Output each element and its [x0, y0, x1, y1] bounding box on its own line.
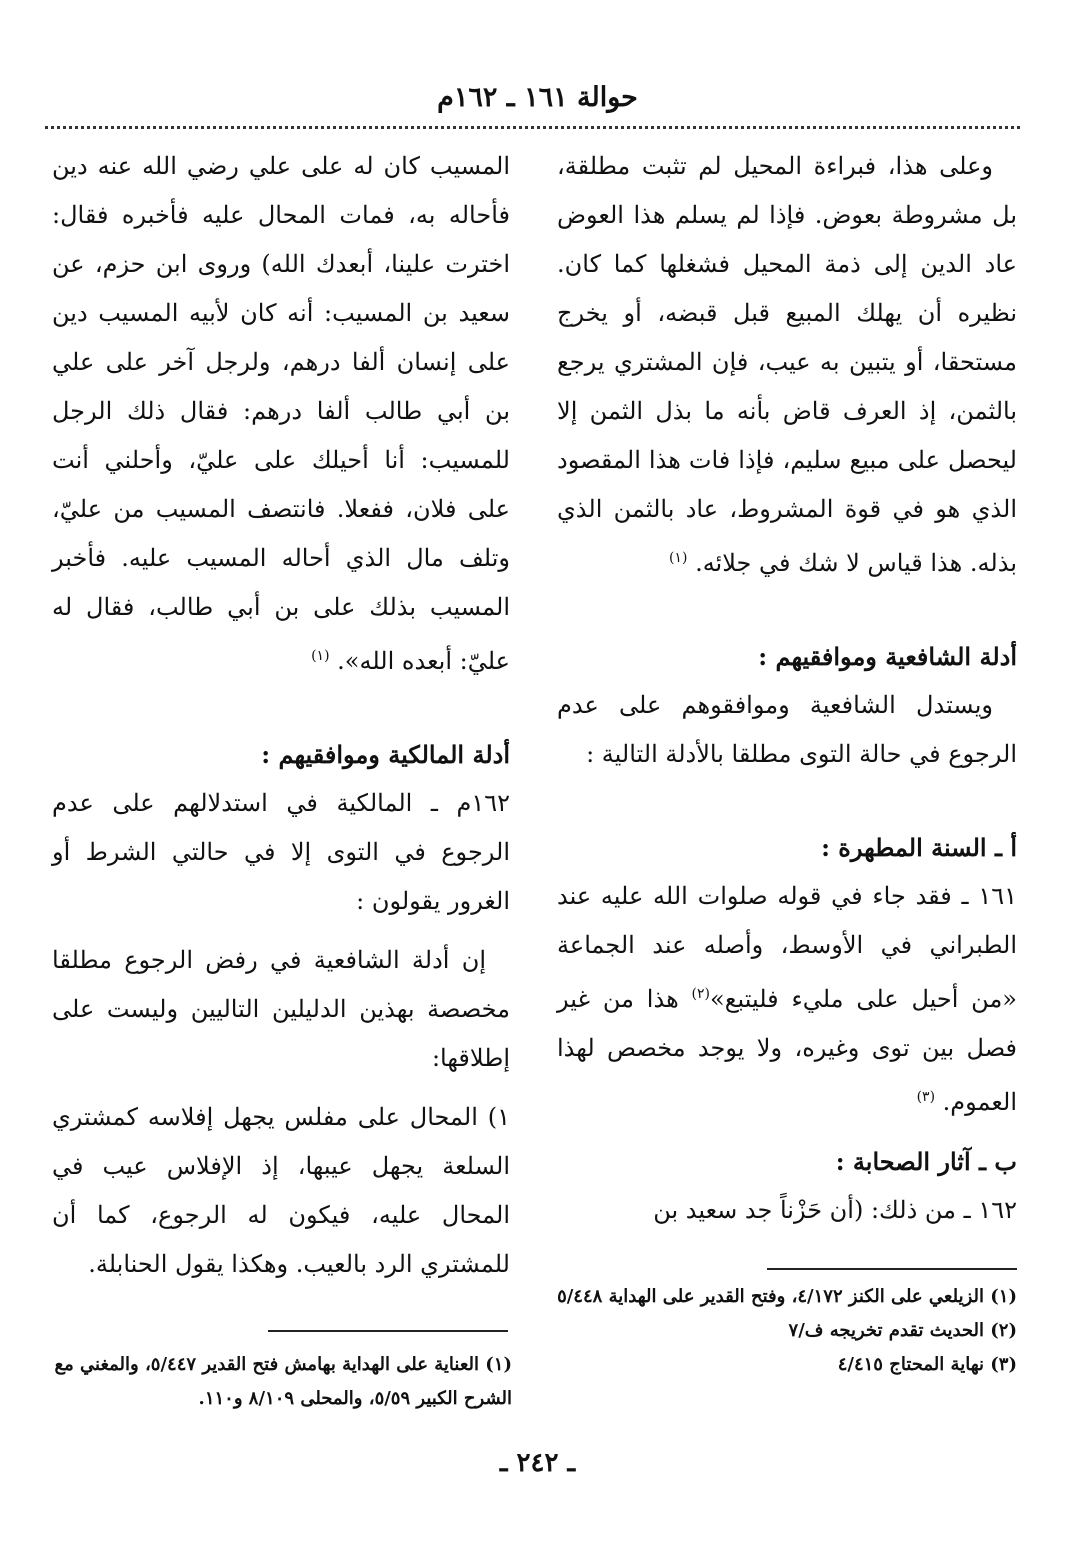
- header-dotted-rule: [45, 126, 1020, 129]
- left-paragraph-1: [52, 142, 510, 686]
- right-paragraph-1-text: وعلى هذا، فبراءة المحيل لم تثبت مطلقة، بل مشروطة بعوض. فإذا لم يسلم هذا العوض عاد الدين إلى ذمة المحيل فشغلها كما كان. نظيره أن يهلك المبيع قبل قبضه، أو يخرج مستحقا، أو يتبين به عيب، فإن المشتري يرجع بالثمن، إذ العرف قاض بأنه ما بذل الثمن إلا ليحصل على مبيع سليم، فإذا فات هذا المقصود الذي هو في قوة المشروط، عاد بالثمن الذي بذله. هذا قياس لا شك في جلائه.: [557, 152, 1017, 577]
- left-column: [52, 142, 510, 1289]
- footnote-ref: (٢): [691, 986, 711, 1002]
- footnote: (٢) الحديث تقدم تخريجه ف/٧: [788, 1320, 1017, 1341]
- footnote: (١) العناية على الهداية بهامش فتح القدير ٥/٤٤٧، والمغني مع الشرح الكبير ٥/٥٩، والمحلى ٨/١٠٩ و١١٠.: [54, 1354, 512, 1409]
- page-number: ـ ٢٤٢ ـ: [499, 1448, 576, 1478]
- right-paragraph-2: ويستدل الشافعية وموافقوهم على عدم الرجوع في حالة التوى مطلقا بالأدلة التالية :: [557, 691, 1017, 768]
- left-paragraph-1-text: المسيب كان له على علي رضي الله عنه دين فأحاله به، فمات المحال عليه فأخبره فقال: اخترت علينا، أبعدك الله) وروى ابن حزم، عن سعيد بن المسيب: أنه كان لأبيه المسيب دين على إنسان ألفا درهم، ولرجل آخر على علي بن أبي طالب ألفا درهم: فقال ذلك الرجل للمسيب: أنا أحيلك على عليّ، وأحلني أنت على فلان، ففعلا. فانتصف المسيب من عليّ، وتلف مال الذي أحاله المسيب عليه. فأخبر المسيب بذلك على بن أبي طالب، فقال له عليّ: أبعده الله».: [52, 152, 510, 675]
- left-paragraph-3: إن أدلة الشافعية في رفض الرجوع مطلقا مخصصة بهذين الدليلين التاليين وليست على إطلاقها:: [52, 946, 510, 1072]
- footnote: (١) الزيلعي على الكنز ٤/١٧٢، وفتح القدير على الهداية ٥/٤٤٨: [557, 1286, 1017, 1307]
- section-heading-shafii: أدلة الشافعية وموافقيهم :: [758, 642, 1017, 671]
- footnote-ref: (٣): [916, 1089, 936, 1105]
- section-heading-sunnah: أ ـ السنة المطهرة :: [821, 833, 1017, 862]
- right-paragraph-3: [557, 872, 1017, 1127]
- section-heading-maliki: أدلة المالكية وموافقيهم :: [261, 740, 510, 769]
- footnote-ref: (١): [668, 550, 688, 566]
- right-paragraph-4: ١٦٢ ـ من ذلك: (أن حَزْناً جد سعيد بن: [653, 1196, 1017, 1224]
- left-paragraph-4: ١) المحال على مفلس يجهل إفلاسه كمشتري السلعة يجهل عيبها، إذ الإفلاس عيب في المحال عليه، فيكون له الرجوع، كما أن للمشتري الرد بالعيب. وهكذا يقول الحنابلة.: [52, 1103, 510, 1278]
- footnote-rule-left: [268, 1330, 508, 1332]
- footnote-ref: (١): [311, 648, 330, 664]
- right-paragraph-3-text-b: هذا من غير فصل بين توى وغيره، ولا يوجد مخصص لهذا العموم.: [557, 985, 1017, 1116]
- right-column: [557, 142, 1017, 1235]
- footnote-rule-right: [767, 1268, 1017, 1270]
- running-header: حوالة ١٦١ ـ ١٦٢م: [437, 82, 638, 113]
- left-paragraph-2: ١٦٢م ـ المالكية في استدلالهم على عدم الرجوع في التوى إلا في حالتي الشرط أو الغرور يقولون :: [52, 789, 510, 915]
- right-paragraph-1: [557, 142, 1017, 588]
- right-paragraph-3-text-a: ١٦١ ـ فقد جاء في قوله صلوات الله عليه عند الطبراني في الأوسط، وأصله عند الجماعة «من أحيل على مليء فليتبع»: [557, 882, 1017, 1013]
- section-heading-sahaba: ب ـ آثار الصحابة :: [835, 1147, 1017, 1176]
- footnotes-right: [557, 1280, 1017, 1382]
- footnotes-left: [52, 1348, 512, 1416]
- footnote: (٣) نهاية المحتاج ٤/٤١٥: [837, 1354, 1017, 1375]
